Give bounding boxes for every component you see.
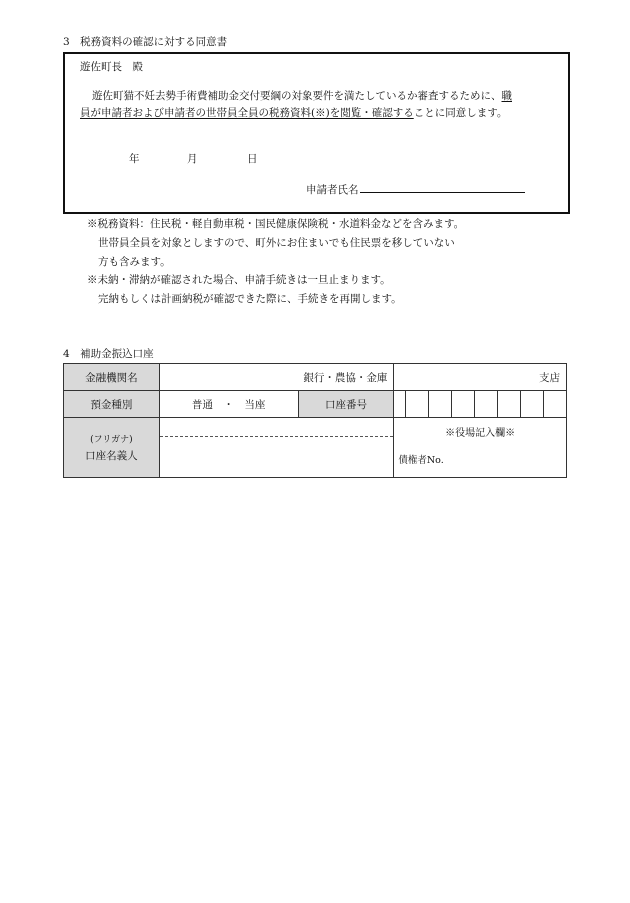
- consent-body-underline-a: 職: [501, 90, 512, 102]
- note-arrears: ※未納・滞納が確認された場合、申請手続きは一旦止まります。: [87, 274, 391, 286]
- institution-name-label: 金融機関名: [64, 364, 160, 391]
- consent-body-line2: [80, 106, 507, 120]
- account-number-label: 口座番号: [298, 391, 394, 418]
- bank-account-table: [63, 363, 567, 478]
- addressee: 遊佐町長 殿: [80, 61, 143, 73]
- account-digit-box[interactable]: [405, 391, 428, 417]
- note-household-cont: 方も含みます。: [98, 256, 171, 268]
- note-household-line: 世帯員全員を対象としますので、町外にお住まいでも住民票を移していない: [98, 237, 455, 249]
- date-month-label: 月: [187, 153, 198, 165]
- table-row: [64, 418, 567, 478]
- account-digit-box[interactable]: [451, 391, 474, 417]
- creditor-no-label: 債権者No.: [398, 455, 444, 466]
- account-digit-box[interactable]: [497, 391, 520, 417]
- date-day-label: 日: [247, 153, 258, 165]
- furigana-label: (フリガナ): [90, 434, 133, 445]
- branch-suffix: 支店: [539, 371, 560, 384]
- date-year-label: 年: [129, 153, 140, 165]
- office-use-label: ※役場記入欄※: [445, 428, 516, 439]
- account-digit-box[interactable]: [428, 391, 451, 417]
- account-holder-field[interactable]: [159, 418, 394, 478]
- institution-types: 銀行・農協・金庫: [303, 371, 388, 384]
- account-number-field[interactable]: [394, 391, 567, 418]
- section3-heading: 3 税務資料の確認に対する同意書: [63, 36, 228, 48]
- applicant-name-row: [306, 181, 525, 197]
- account-digit-box[interactable]: [543, 391, 566, 417]
- consent-body-underline-b: 員が申請者および申請者の世帯員全員の税務資料(※)を閲覧・確認する: [80, 107, 414, 119]
- account-digit-box[interactable]: [520, 391, 543, 417]
- furigana-input[interactable]: [160, 418, 394, 437]
- branch-name-field[interactable]: [394, 364, 567, 391]
- section4-heading: 4 補助金振込口座: [63, 348, 154, 360]
- table-row: [64, 364, 567, 391]
- account-holder-input[interactable]: [160, 437, 394, 477]
- consent-box: [63, 52, 570, 214]
- applicant-name-label: 申請者氏名: [306, 184, 359, 196]
- account-type-options[interactable]: 普通 ・ 当座: [159, 391, 298, 418]
- note-tax-documents: ※税務資料：住民税・軽自動車税・国民健康保険税・水道料金などを含みます。: [87, 218, 465, 230]
- note-resume: 完納もしくは計画納税が確認できた際に、手続きを再開します。: [98, 293, 402, 305]
- account-type-label: 預金種別: [64, 391, 160, 418]
- institution-name-field[interactable]: [159, 364, 394, 391]
- applicant-name-field[interactable]: [360, 181, 525, 193]
- consent-body-line1: [92, 89, 512, 103]
- consent-body-text-b: ことに同意します。: [413, 107, 508, 119]
- account-holder-label-cell: [64, 418, 160, 478]
- consent-body-text-a: 遊佐町猫不妊去勢手術費補助金交付要綱の対象要件を満たしているか審査するために、: [92, 90, 502, 102]
- office-use-cell: [394, 418, 567, 478]
- account-digit-box[interactable]: [474, 391, 497, 417]
- table-row: [64, 391, 567, 418]
- account-holder-label: 口座名義人: [85, 449, 138, 462]
